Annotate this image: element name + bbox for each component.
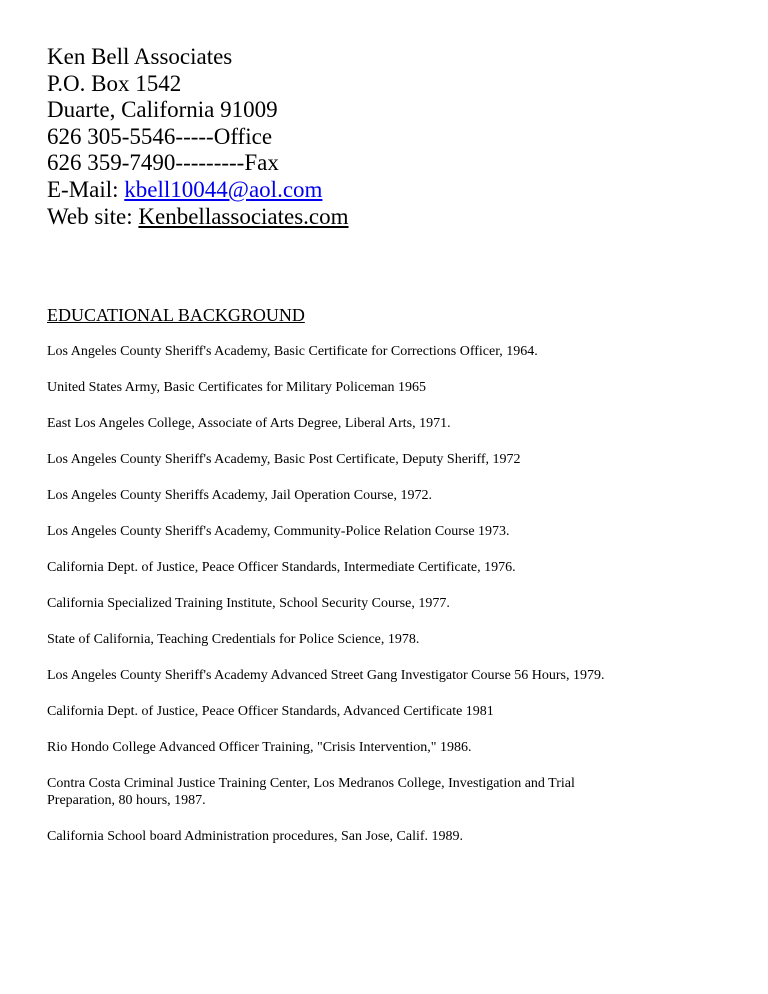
email-line <box>47 177 707 204</box>
office-phone: 626 305-5546-----Office <box>47 123 273 149</box>
education-item: Los Angeles County Sheriff's Academy Advanced Street Gang Investigator Course 56 Hours, 1979. <box>47 668 605 683</box>
education-item: United States Army, Basic Certificates for Military Policeman 1965 <box>47 380 426 395</box>
education-item: California Specialized Training Institute, School Security Course, 1977. <box>47 596 450 611</box>
education-item: Los Angeles County Sheriff's Academy, Community-Police Relation Course 1973. <box>47 524 510 539</box>
website-link[interactable]: Kenbellassociates.com <box>138 203 349 229</box>
education-item: Los Angeles County Sheriffs Academy, Jail Operation Course, 1972. <box>47 488 432 503</box>
fax-number: 626 359-7490---------Fax <box>47 150 279 176</box>
education-item: California Dept. of Justice, Peace Officer Standards, Advanced Certificate 1981 <box>47 704 494 719</box>
contact-block <box>47 44 707 230</box>
education-item: State of California, Teaching Credentials for Police Science, 1978. <box>47 632 420 647</box>
education-list <box>47 343 607 864</box>
education-item: California Dept. of Justice, Peace Officer Standards, Intermediate Certificate, 1976. <box>47 560 516 575</box>
education-item: Contra Costa Criminal Justice Training Center, Los Medranos College, Investigation and Trial Preparation, 80 hours, 1987. <box>47 776 575 808</box>
address-line-2: Duarte, California 91009 <box>47 97 278 123</box>
email-label: E-Mail: <box>47 176 125 202</box>
website-line <box>47 204 707 231</box>
email-link[interactable]: kbell10044@aol.com <box>124 176 323 202</box>
education-item: Los Angeles County Sheriff's Academy, Basic Certificate for Corrections Officer, 1964. <box>47 344 538 359</box>
website-label: Web site: <box>47 203 139 229</box>
section-heading-education: EDUCATIONAL BACKGROUND <box>47 305 305 325</box>
education-item: Los Angeles County Sheriff's Academy, Basic Post Certificate, Deputy Sheriff, 1972 <box>47 452 521 467</box>
company-name: Ken Bell Associates <box>47 44 233 69</box>
education-item: Rio Hondo College Advanced Officer Training, "Crisis Intervention," 1986. <box>47 740 472 755</box>
address-line-1: P.O. Box 1542 <box>47 70 182 96</box>
education-item: East Los Angeles College, Associate of Arts Degree, Liberal Arts, 1971. <box>47 416 451 431</box>
education-item: California School board Administration procedures, San Jose, Calif. 1989. <box>47 829 464 844</box>
